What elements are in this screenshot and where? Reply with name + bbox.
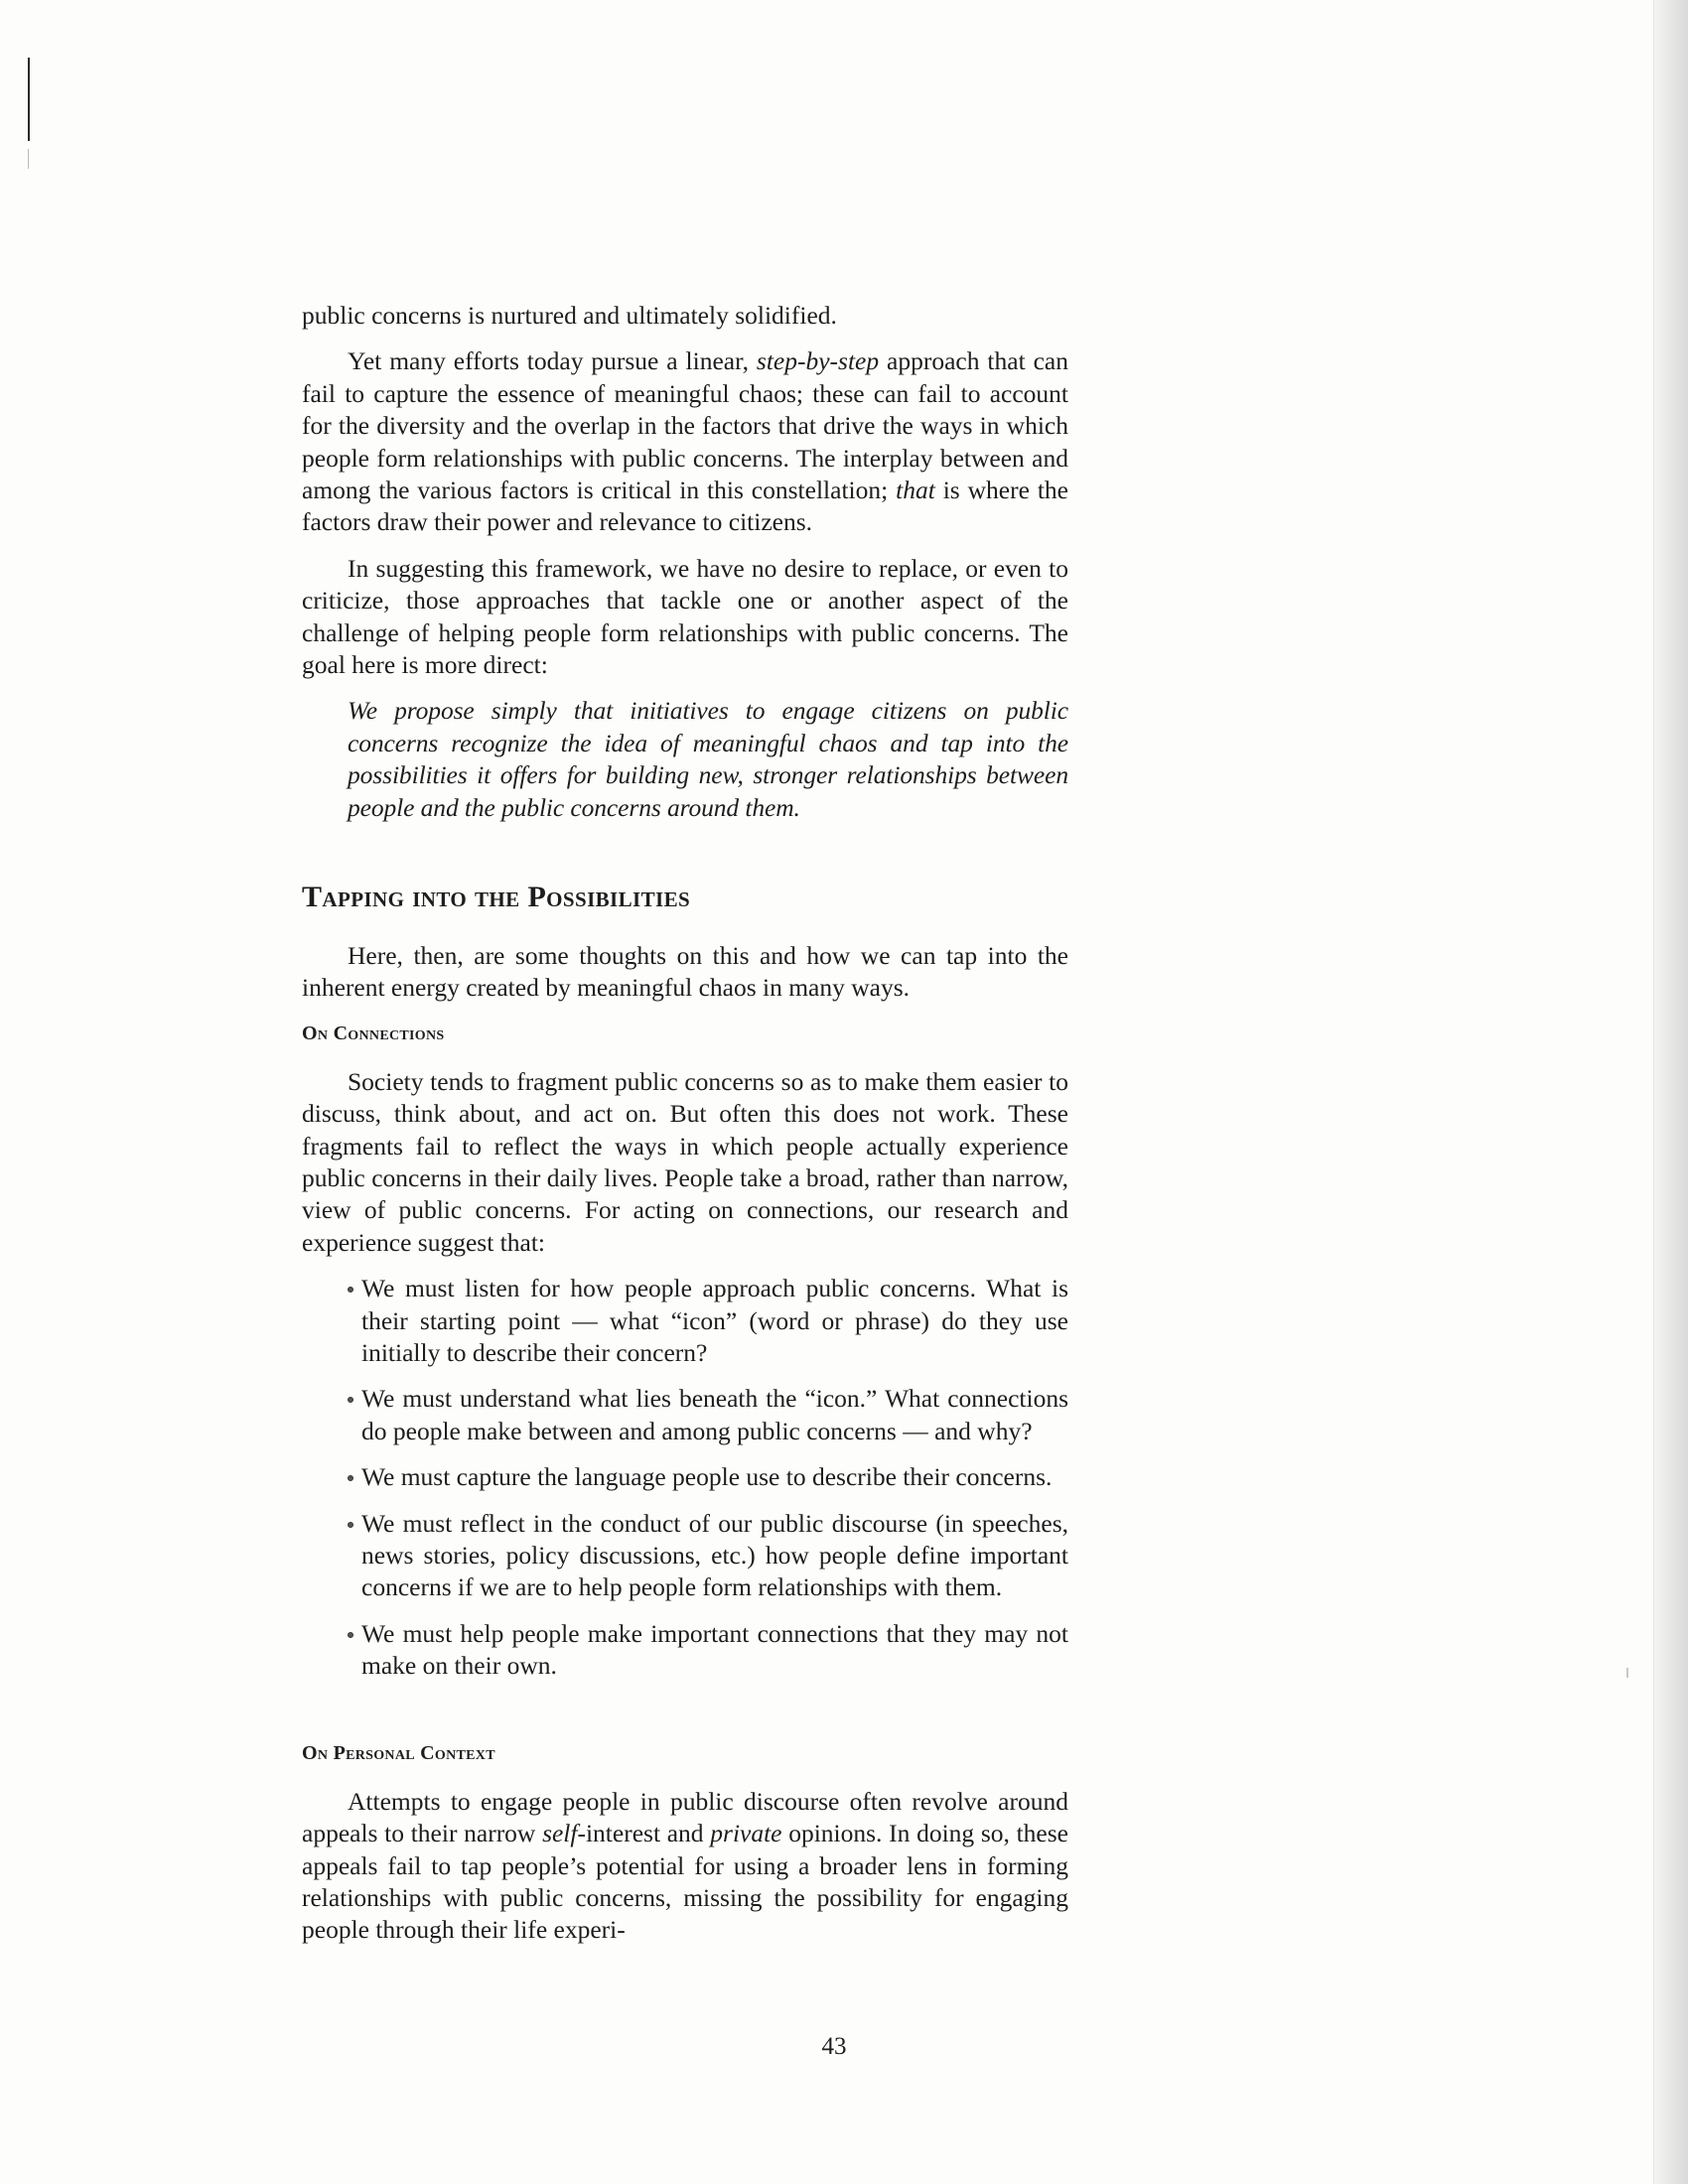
block-quote: We propose simply that initiatives to engage citizens on public concerns recognize the idea of meaningful chaos and tap into the possibilities it offers for building new, stronger relationships between people and the public concerns around them. xyxy=(348,696,1068,822)
paragraph-linear-approach: Yet many efforts today pursue a linear, step-by-step approach that can fail to capture the essence of meaningful chaos; these can fail to account for the diversity and the overlap in the factors that drive the ways in which people form relationships with public concerns. The interplay between and among the various factors is critical in this constellation; that is where the factors draw their power and relevance to citizens. xyxy=(302,346,1068,537)
bullet-icon xyxy=(348,1475,353,1481)
subheading-connections: On Connections xyxy=(302,1022,445,1044)
list-item: We must help people make important connections that they may not make on their own. xyxy=(348,1618,1068,1683)
bullet-icon xyxy=(348,1632,353,1638)
body-text xyxy=(302,300,1068,1947)
paragraph-personal-context: Attempts to engage people in public discourse often revolve around appeals to their narrow self-interest and private opinions. In doing so, these appeals fail to tap people’s potential for using a broader lens in forming relationships with public concerns, missing the possibility for engaging people through their life experi- xyxy=(302,1786,1068,1945)
page-number: 43 xyxy=(821,2033,847,2060)
list-item: We must understand what lies beneath the “icon.” What connections do people make between and among public concerns — and why? xyxy=(348,1383,1068,1447)
list-item: We must reflect in the conduct of our public discourse (in speeches, news stories, policy discussions, etc.) how people define important concerns if we are to help people form relationships with them. xyxy=(348,1508,1068,1604)
scan-margin-mark xyxy=(28,58,30,141)
scan-margin-mark-faint xyxy=(28,149,29,169)
section-intro: Here, then, are some thoughts on this and how we can tap into the inherent energy created by meaningful chaos in many ways. xyxy=(302,940,1068,1003)
page-edge-shadow xyxy=(1654,0,1688,2184)
bullet-icon xyxy=(348,1397,353,1403)
subheading-personal-context: On Personal Context xyxy=(302,1741,495,1764)
list-item: We must listen for how people approach public concerns. What is their starting point — what “icon” (word or phrase) do they use initially to describe their concern? xyxy=(348,1273,1068,1369)
paragraph-continued: public concerns is nurtured and ultimately solidified. xyxy=(302,301,837,330)
paragraph-connections: Society tends to fragment public concerns so as to make them easier to discuss, think about, and act on. But often this does not work. These fragments fail to reflect the ways in which people actually experience public concerns in their daily lives. People take a broad, rather than narrow, view of public concerns. For acting on connections, our research and experience suggest that: xyxy=(302,1066,1068,1257)
paragraph-framework: In suggesting this framework, we have no desire to replace, or even to criticize, those approaches that tackle one or another aspect of the challenge of helping people form relationships with public concerns. The goal here is more direct: xyxy=(302,553,1068,680)
bullet-list xyxy=(348,1273,1068,1682)
bullet-icon xyxy=(348,1522,353,1528)
list-item: We must capture the language people use to describe their concerns. xyxy=(348,1461,1068,1493)
bullet-icon xyxy=(348,1287,353,1293)
section-heading: Tapping into the Possibilities xyxy=(302,881,691,914)
scan-speck xyxy=(1626,1668,1628,1678)
